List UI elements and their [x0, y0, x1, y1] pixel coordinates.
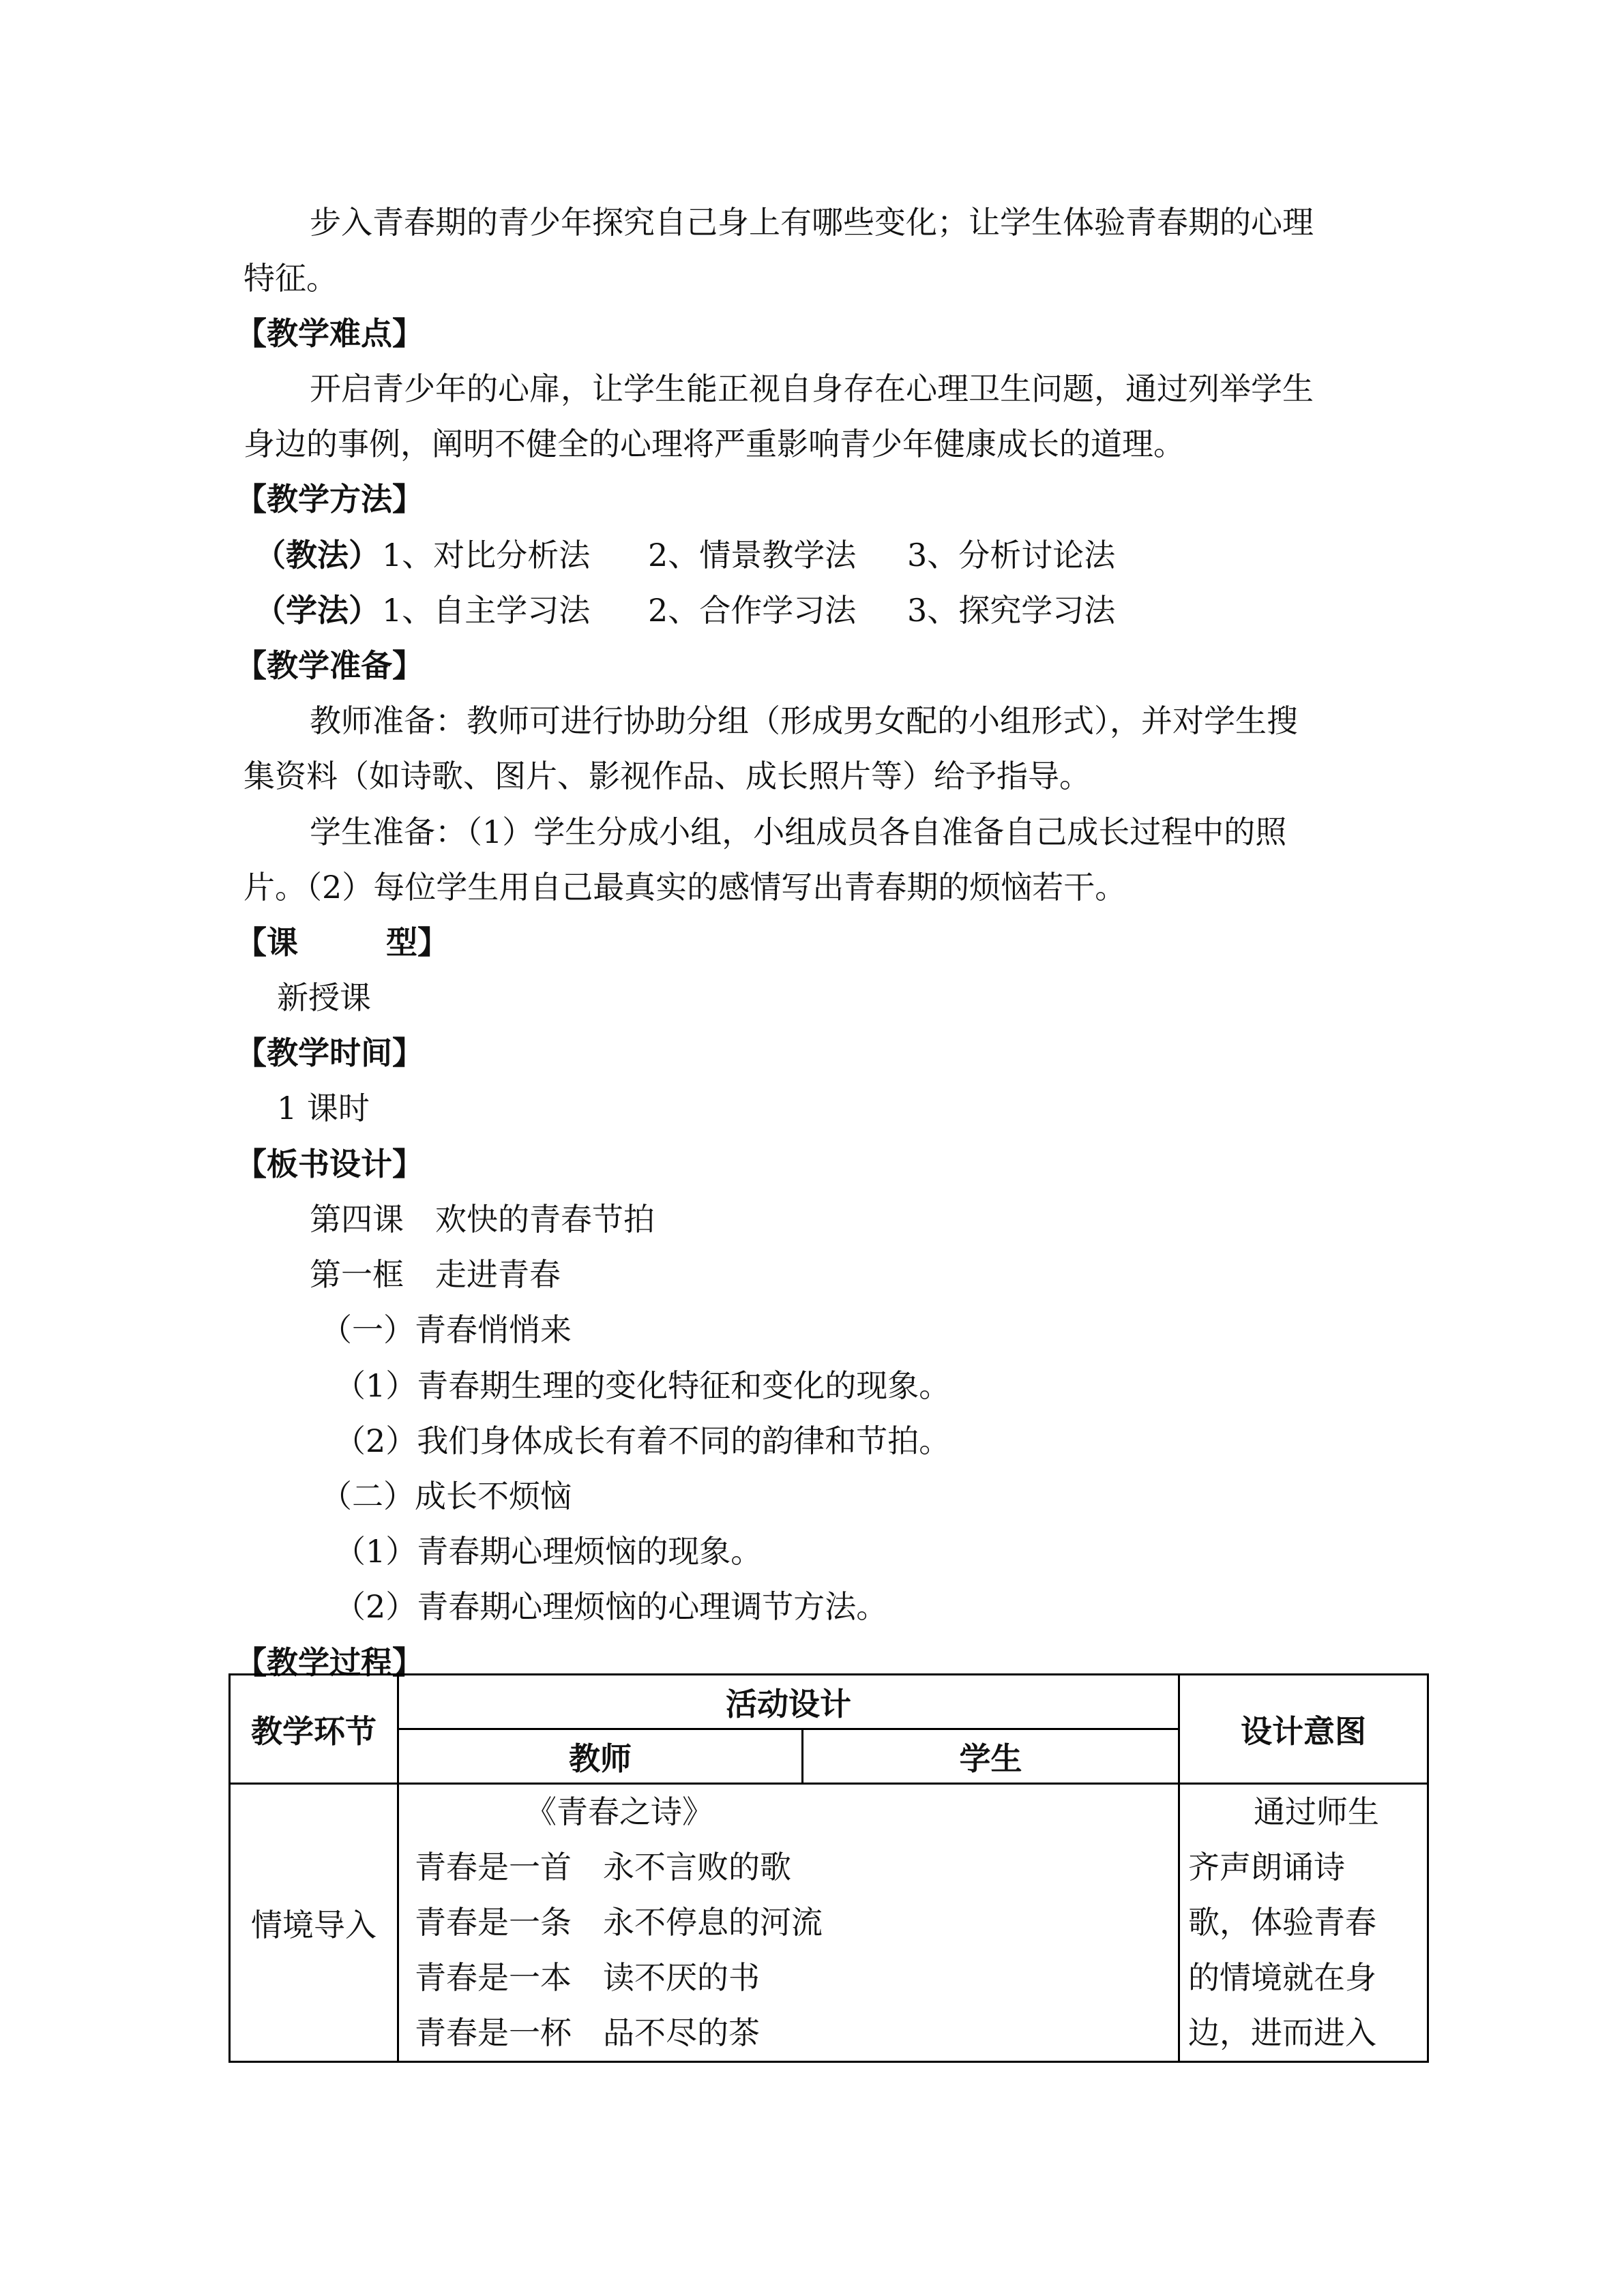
- intent-line: 通过师生: [1254, 1793, 1379, 1830]
- lesson-time-heading: 【教学时间】: [235, 1034, 424, 1071]
- lesson-time-value: 1 课时: [277, 1090, 370, 1127]
- lesson-type-value: 新授课: [277, 979, 371, 1016]
- table-row: [230, 1784, 1428, 2062]
- difficulty-line-2: 身边的事例，阐明不健全的心理将严重影响青少年健康成长的道理。: [243, 426, 1185, 462]
- student-preparation-line-2: 片。（2）每位学生用自己最真实的感情写出青春期的烦恼若干。: [243, 869, 1127, 906]
- board-section-1: （一）青春悄悄来: [321, 1311, 572, 1348]
- poem-line: 青春是一条 永不停息的河流: [415, 1904, 823, 1941]
- teacher-preparation-line-1: 教师准备：教师可进行协助分组（形成男女配的小组形式），并对学生搜: [310, 702, 1298, 739]
- header-stage: 教学环节: [230, 1675, 398, 1784]
- teaching-process-table: [228, 1673, 1429, 2063]
- header-intent: 设计意图: [1179, 1675, 1428, 1784]
- focus-text-line-1: 步入青春期的青少年探究自己身上有哪些变化；让学生体验青春期的心理: [310, 204, 1314, 241]
- poem-line: 青春是一杯 品不尽的茶: [415, 2014, 760, 2051]
- header-teacher: 教师: [398, 1729, 803, 1784]
- header-student: 学生: [803, 1729, 1179, 1784]
- poem-title: 《青春之诗》: [525, 1793, 713, 1830]
- board-design-heading: 【板书设计】: [235, 1146, 424, 1182]
- lesson-type-heading-right: 型】: [386, 924, 449, 961]
- poem-line: 青春是一本 读不厌的书: [415, 1959, 760, 1996]
- board-lesson-title: 第四课 欢快的青春节拍: [310, 1201, 655, 1238]
- table-header-row: [230, 1675, 1428, 1729]
- learning-method-item: 1、自主学习法: [382, 592, 591, 629]
- activity-cell: [398, 1784, 1179, 2062]
- preparation-heading: 【教学准备】: [235, 647, 424, 684]
- process-heading: 【教学过程】: [235, 1644, 424, 1681]
- intent-line: 边，进而进入: [1188, 2014, 1376, 2051]
- methods-heading: 【教学方法】: [235, 481, 424, 518]
- board-section-2-item-2: （2）青春期心理烦恼的心理调节方法。: [334, 1588, 888, 1625]
- lesson-type-heading-left: 【课: [235, 924, 298, 961]
- intent-cell: [1179, 1784, 1428, 2062]
- teacher-preparation-line-2: 集资料（如诗歌、图片、影视作品、成长照片等）给予指导。: [243, 758, 1091, 794]
- student-preparation-line-1: 学生准备：（1）学生分成小组，小组成员各自准备自己成长过程中的照: [310, 814, 1287, 850]
- intent-line: 齐声朗诵诗: [1188, 1849, 1345, 1885]
- teaching-method-item: 2、情景教学法: [648, 537, 857, 573]
- board-frame-title: 第一框 走进青春: [310, 1256, 561, 1293]
- focus-text-line-2: 特征。: [243, 260, 338, 297]
- board-section-2-item-1: （1）青春期心理烦恼的现象。: [334, 1533, 763, 1570]
- poem-line: 青春是一首 永不言败的歌: [415, 1849, 791, 1885]
- board-section-2: （二）成长不烦恼: [321, 1478, 572, 1515]
- intent-line: 歌，体验青春: [1188, 1904, 1376, 1941]
- learning-methods-label: （学法）: [254, 592, 380, 629]
- intent-line: 的情境就在身: [1188, 1959, 1376, 1996]
- difficulty-heading: 【教学难点】: [235, 315, 424, 352]
- board-section-1-item-2: （2）我们身体成长有着不同的韵律和节拍。: [334, 1422, 951, 1459]
- header-activity: 活动设计: [398, 1675, 1179, 1729]
- learning-method-item: 3、探究学习法: [907, 592, 1116, 629]
- teaching-method-item: 1、对比分析法: [382, 537, 591, 573]
- board-section-1-item-1: （1）青春期生理的变化特征和变化的现象。: [334, 1367, 951, 1404]
- difficulty-line-1: 开启青少年的心扉，让学生能正视自身存在心理卫生问题，通过列举学生: [310, 370, 1314, 407]
- lesson-type-heading: [235, 924, 449, 961]
- learning-method-item: 2、合作学习法: [648, 592, 857, 629]
- stage-cell: 情境导入: [230, 1784, 398, 2062]
- teaching-method-item: 3、分析讨论法: [907, 537, 1116, 573]
- teaching-methods-label: （教法）: [254, 537, 380, 573]
